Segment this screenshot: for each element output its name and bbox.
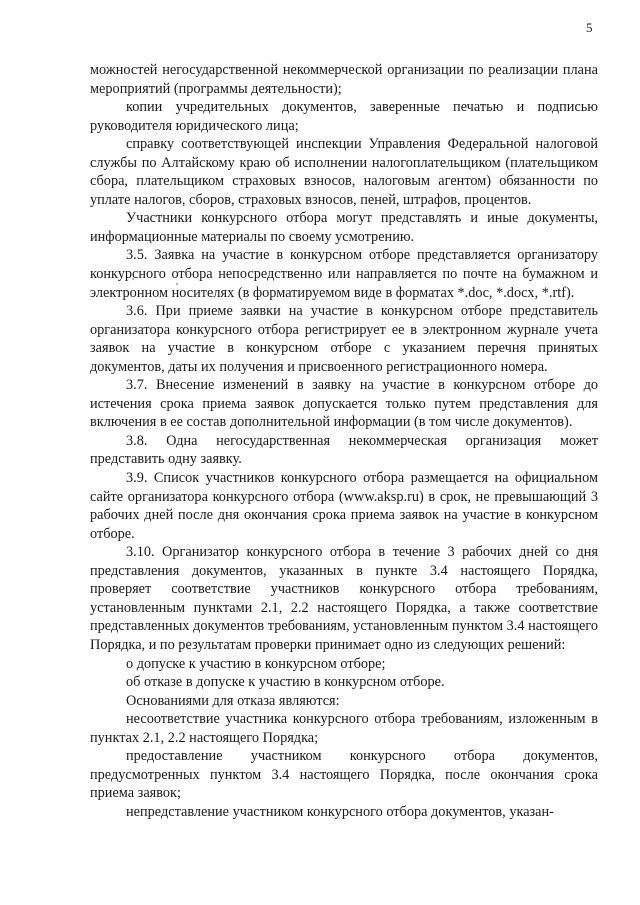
paragraph: о допуске к участию в конкурсном отборе; <box>126 655 386 672</box>
paragraph: 3.5. Заявка на участие в конкурсном отборе представляется организатору конкурсного отбора непосредственно или направляется по почте на бумажном и электронном носителях (в форматируемом виде в форматах *.doc, *.docx, *.rtf). <box>90 247 598 301</box>
paragraph: предоставление участником конкурсного отбора документов, предусмотренных пунктом 3.4 настоящего Порядка, после окончания срока приема заявок; <box>90 748 598 802</box>
page-number: 5 <box>586 20 593 35</box>
paragraph: 3.6. При приеме заявки на участие в конкурсном отборе представитель организатора конкурсного отбора регистрирует ее в электронном журнале учета заявок на участие в конкурсном отборе с указанием перечня принятых документов, даты их получения и присвоенного регистрационного номера. <box>90 303 598 375</box>
paragraph: справку соответствующей инспекции Управления Федеральной налоговой службы по Алтайскому краю об исполнении налогоплательщиком (плательщиком сбора, плательщиком страховых взносов, налоговым агентом) обязанности по уплате налогов, сборов, страховых взносов, пеней, штрафов, процентов. <box>90 136 598 208</box>
document-body <box>90 61 598 821</box>
paragraph: Участники конкурсного отбора могут представлять и иные документы, информационные материалы по своему усмотрению. <box>90 210 598 245</box>
paragraph: об отказе в допуске к участию в конкурсном отборе. <box>126 674 445 691</box>
paragraph: 3.7. Внесение изменений в заявку на участие в конкурсном отборе до истечения срока приема заявок допускается только путем представления для включения в ее состав дополнительной информации (в том числе документов). <box>90 377 598 431</box>
paragraph: несоответствие участника конкурсного отбора требованиям, изложенным в пунктах 2.1, 2.2 настоящего Порядка; <box>90 711 598 746</box>
paragraph: копии учредительных документов, заверенные печатью и подписью руководителя юридического лица; <box>90 99 598 134</box>
paragraph: 3.9. Список участников конкурсного отбора размещается на официальном сайте организатора конкурсного отбора (www.aksp.ru) в срок, не превышающий 3 рабочих дней после дня окончания срока приема заявок на участие в конкурсном отборе. <box>90 470 598 542</box>
paragraph: непредставление участником конкурсного отбора документов, указан- <box>126 803 554 820</box>
paragraph: 3.10. Организатор конкурсного отбора в течение 3 рабочих дней со дня представления документов, указанных в пункте 3.4 настоящего Порядка, проверяет соответствие участников конкурсного отбора требованиям, установленным пунктами 2.1, 2.2 настоящего Порядка, а также соответствие представленных документов требованиям, установленным пунктом 3.4 настоящего Порядка, и по результатам проверки принимает одно из следующих решений: <box>90 544 598 653</box>
paragraph: 3.8. Одна негосударственная некоммерческая организация может представить одну заявку. <box>90 432 598 468</box>
paragraph: Основаниями для отказа являются: <box>126 692 340 709</box>
paragraph: можностей негосударственной некоммерческой организации по реализации плана мероприятий (программы деятельности); <box>90 62 598 97</box>
